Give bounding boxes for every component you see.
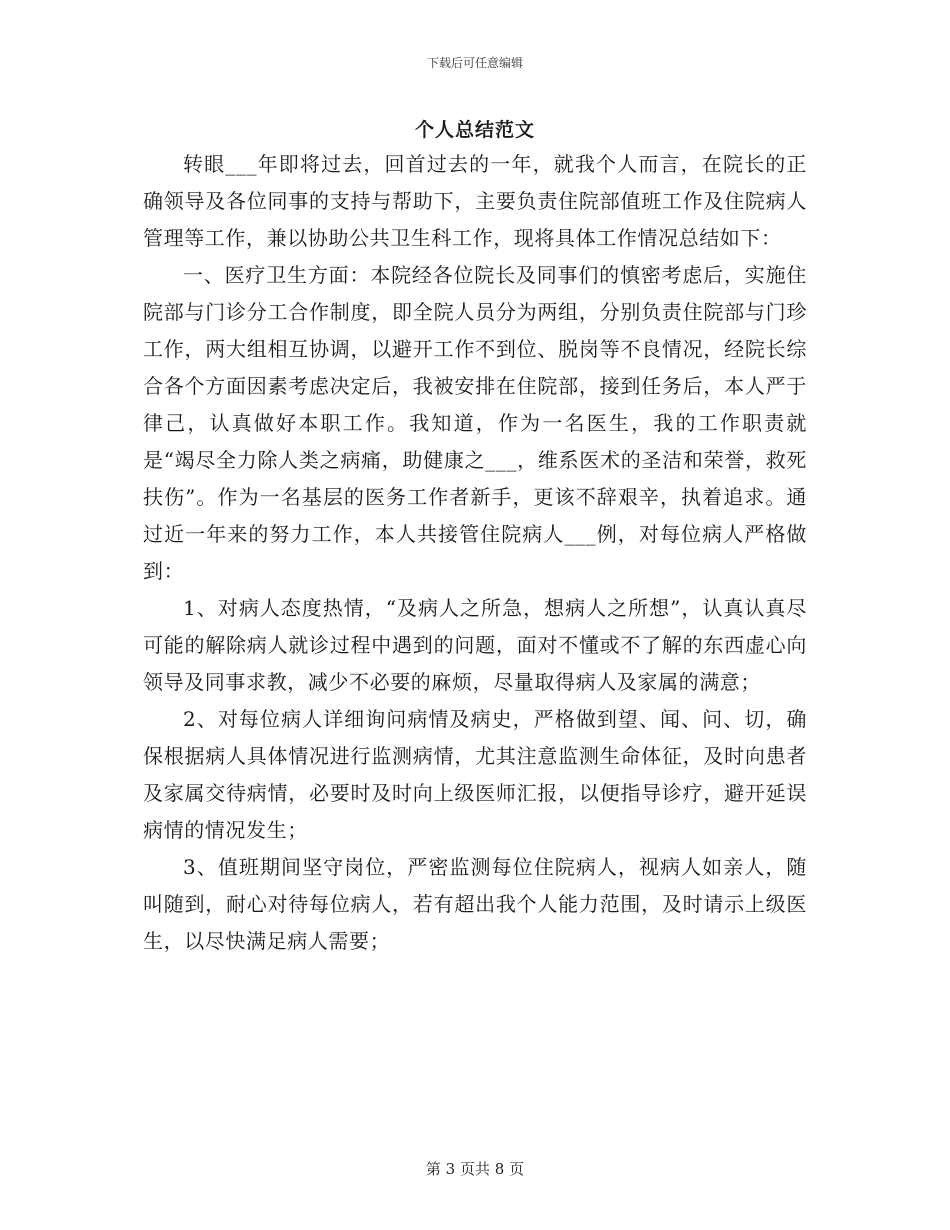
paragraph-intro: 转眼___年即将过去，回首过去的一年，就我个人而言，在院长的正确领导及各位同事的支持与帮助下，主要负责住院部值班工作及住院病人管理等工作，兼以协助公共卫生科工作，现将具体工作情况总结如下： <box>143 152 807 250</box>
paragraph-item-2: 2、对每位病人详细询问病情及病史，严格做到望、闻、问、切，确保根据病人具体情况进行监测病情，尤其注意监测生命体征，及时向患者及家属交待病情，必要时及时向上级医师汇报，以便指导诊疗，避开延误病情的情况发生； <box>143 707 807 842</box>
page-number: 第 3 页共 8 页 <box>425 1160 525 1178</box>
header-note: 下载后可任意编辑 <box>426 56 523 70</box>
paragraph-medical-section: 一、医疗卫生方面：本院经各位院长及同事们的慎密考虑后，实施住院部与门诊分工合作制度，即全院人员分为两组，分别负责住院部与门珍工作，两大组相互协调，以避开工作不到位、脱岗等不良情况，经院长综合各个方面因素考虑决定后，我被安排在住院部，接到任务后，本人严于律己，认真做好本职工作。我知道，作为一名医生，我的工作职责就是“竭尽全力除人类之病痛，助健康之___，维系医术的圣洁和荣誉，救死扶伤”。作为一名基层的医务工作者新手，更该不辞艰辛，执着追求。通过近一年来的努力工作，本人共接管住院病人___例，对每位病人严格做到： <box>143 263 807 583</box>
document-title: 个人总结范文 <box>414 119 535 141</box>
paragraph-item-1: 1、对病人态度热情，“及病人之所急，想病人之所想”，认真认真尽可能的解除病人就诊过程中遇到的问题，面对不懂或不了解的东西虚心向领导及同事求教，减少不必要的麻烦，尽量取得病人及家属的满意； <box>143 596 807 694</box>
paragraph-item-3: 3、值班期间坚守岗位，严密监测每位住院病人，视病人如亲人，随叫随到，耐心对待每位病人，若有超出我个人能力范围，及时请示上级医生，以尽快满足病人需要； <box>143 855 807 953</box>
document-body <box>143 146 807 960</box>
